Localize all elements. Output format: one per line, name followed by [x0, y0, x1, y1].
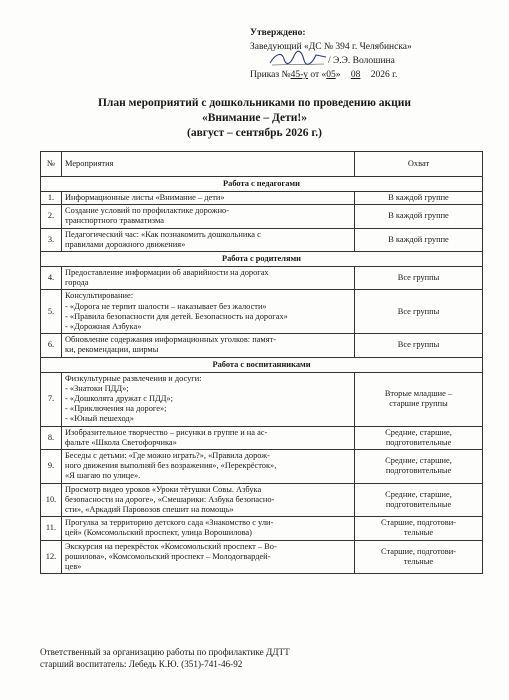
table-row: [41, 228, 483, 251]
row-activity: [62, 205, 355, 228]
activity-line: цей» (Комсомольский проспект, улица Ворошилова): [65, 528, 252, 538]
activity-line: цев»: [65, 562, 82, 572]
activity-line: - «Юный пешеход»: [65, 414, 134, 424]
header-activities: Мероприятия: [62, 152, 355, 177]
activity-line: Педагогический час: «Как познакомить дошкольника с: [65, 229, 261, 239]
header-number: №: [41, 152, 62, 177]
table-row: [41, 372, 483, 426]
activity-line: Изобразительное творчество – рисунки в группе и на ас-: [65, 427, 268, 437]
activity-line: ного движения выполняй без возражения», «Перекрёсток»,: [65, 461, 277, 471]
row-coverage: [355, 540, 483, 574]
header-coverage: Охват: [355, 152, 483, 177]
row-activity: [62, 483, 355, 517]
section-row: [41, 177, 483, 192]
row-activity: [62, 267, 355, 290]
row-coverage: [355, 517, 483, 540]
table-row: [41, 267, 483, 290]
row-coverage: [355, 334, 483, 357]
table-row: [41, 192, 483, 205]
row-number: 12.: [41, 540, 62, 574]
coverage-line: В каждой группе: [388, 234, 449, 244]
row-coverage: [355, 290, 483, 334]
approval-block: [250, 26, 490, 82]
row-activity: [62, 334, 355, 357]
activity-line: Прогулка за территорию детского сада «Знакомство с ули-: [65, 518, 274, 528]
coverage-line: тельные: [403, 528, 434, 538]
activity-line: Беседы с детьми: «Где можно играть?», «Правила дорож-: [65, 451, 270, 461]
activity-line: сти», «Аркадий Паровозов спешит на помощь»: [65, 505, 234, 515]
coverage-line: Средние, старшие,: [385, 456, 452, 466]
activity-line: - «Дорога не терпит шалости – наказывает без жалости»: [65, 301, 267, 311]
row-activity: [62, 372, 355, 426]
section-title: Работа с родителями: [41, 252, 483, 267]
events-table: [40, 151, 483, 574]
row-coverage: [355, 483, 483, 517]
order-line: Приказ №45-у от «05» 08 2026 г.: [250, 70, 398, 80]
activity-line: Просмотр видео уроков «Уроки тётушки Совы. Азбука: [65, 484, 262, 494]
table-row: [41, 540, 483, 574]
order-month: 08: [350, 70, 361, 80]
coverage-line: Средние, старшие,: [385, 489, 452, 499]
activity-line: ки, рекомендации, ширмы: [65, 345, 159, 355]
row-activity: [62, 290, 355, 334]
row-coverage: [355, 205, 483, 228]
table-body: [41, 177, 483, 574]
order-day: 05: [326, 70, 336, 80]
signature-name: / Э.Э. Волошина: [328, 56, 395, 66]
activity-line: Обновление содержания информационных уголков: памят-: [65, 335, 277, 345]
activity-line: Информационные листы «Внимание – дети»: [65, 193, 225, 202]
footer-responsible: Ответственный за организацию работы по профилактике ДДТТ старший воспитатель: Лебедь К.Ю. (351)-741-46-92: [40, 647, 290, 669]
table-row: [41, 426, 483, 449]
activity-line: Консультирование:: [65, 291, 134, 301]
activity-line: - «Дошколята дружат с ПДД»;: [65, 394, 173, 404]
activity-line: правилами дорожного движения»: [65, 239, 186, 249]
coverage-line: подготовительные: [385, 499, 452, 509]
row-number: 4.: [41, 267, 62, 290]
row-activity: [62, 517, 355, 540]
activity-line: фальте «Школа Светофорчика»: [65, 437, 177, 447]
coverage-line: В каждой группе: [388, 211, 449, 221]
table-row: [41, 290, 483, 334]
activity-line: - «Дорожная Азбука»: [65, 322, 142, 332]
row-number: 2.: [41, 205, 62, 228]
signature-line: [250, 54, 490, 68]
row-number: 3.: [41, 228, 62, 251]
coverage-line: Старшие, подготови-: [381, 518, 456, 528]
coverage-line: Средние, старшие,: [385, 427, 452, 437]
activity-line: города: [65, 278, 89, 288]
table-row: [41, 334, 483, 357]
section-row: [41, 357, 483, 372]
coverage-line: Все группы: [397, 273, 440, 283]
row-coverage: [355, 267, 483, 290]
row-coverage: [355, 372, 483, 426]
activity-line: Предоставление информации об аварийности на дорогах: [65, 268, 269, 278]
activity-line: Физкультурные развлечения и досуги:: [65, 373, 202, 383]
row-number: 11.: [41, 517, 62, 540]
approval-title: Утверждено:: [250, 28, 306, 38]
activity-line: рошилова», «Комсомольский проспект – Молодогвардей-: [65, 551, 271, 561]
coverage-line: Все группы: [397, 340, 440, 350]
activity-line: «Я шагаю по улице».: [65, 471, 141, 481]
table-row: [41, 517, 483, 540]
row-number: 1.: [41, 192, 62, 205]
row-number: 8.: [41, 426, 62, 449]
section-title: Работа с педагогами: [41, 177, 483, 192]
coverage-line: Все группы: [397, 306, 440, 316]
row-number: 7.: [41, 372, 62, 426]
coverage-line: подготовительные: [385, 437, 452, 447]
section-title: Работа с воспитанниками: [41, 357, 483, 372]
row-number: 10.: [41, 483, 62, 517]
row-number: 5.: [41, 290, 62, 334]
activity-line: - «Правила безопасности для детей. Безопасность на дорогах»: [65, 311, 288, 321]
row-number: 9.: [41, 450, 62, 484]
signature-scribble: [268, 50, 328, 68]
activity-line: - «Приключения на дороге»;: [65, 404, 167, 414]
table-header-row: [41, 152, 483, 177]
row-activity: [62, 450, 355, 484]
row-activity: [62, 540, 355, 574]
row-number: 6.: [41, 334, 62, 357]
table-row: [41, 483, 483, 517]
approval-position: Заведующий «ДС № 394 г. Челябинска»: [250, 42, 412, 52]
coverage-line: Старшие, подготови-: [381, 546, 456, 556]
activity-line: транспортного травматизма: [65, 216, 164, 226]
row-coverage: [355, 192, 483, 205]
table-row: [41, 205, 483, 228]
coverage-line: тельные: [403, 556, 434, 566]
row-coverage: [355, 426, 483, 449]
activity-line: Создание условий по профилактике дорожно-: [65, 206, 230, 216]
document-title: План мероприятий с дошкольниками по проведению акции «Внимание – Дети!» (август – сентябрь 2026 г.): [97, 97, 411, 139]
row-coverage: [355, 228, 483, 251]
coverage-line: подготовительные: [385, 466, 452, 476]
section-row: [41, 252, 483, 267]
row-activity: [62, 426, 355, 449]
table-row: [41, 450, 483, 484]
row-activity: [62, 228, 355, 251]
coverage-line: В каждой группе: [388, 193, 449, 202]
activity-line: безопасности на дороге», «Смешарики: Азбука безопасно-: [65, 494, 275, 504]
row-coverage: [355, 450, 483, 484]
row-activity: [62, 192, 355, 205]
coverage-line: Вторые младшие –: [384, 388, 453, 398]
order-number: 45-у: [290, 70, 308, 80]
activity-line: - «Знатоки ПДД»;: [65, 383, 129, 393]
coverage-line: старшие группы: [389, 399, 448, 409]
activity-line: Экскурсия на перекрёсток «Комсомольский проспект – Во-: [65, 541, 277, 551]
